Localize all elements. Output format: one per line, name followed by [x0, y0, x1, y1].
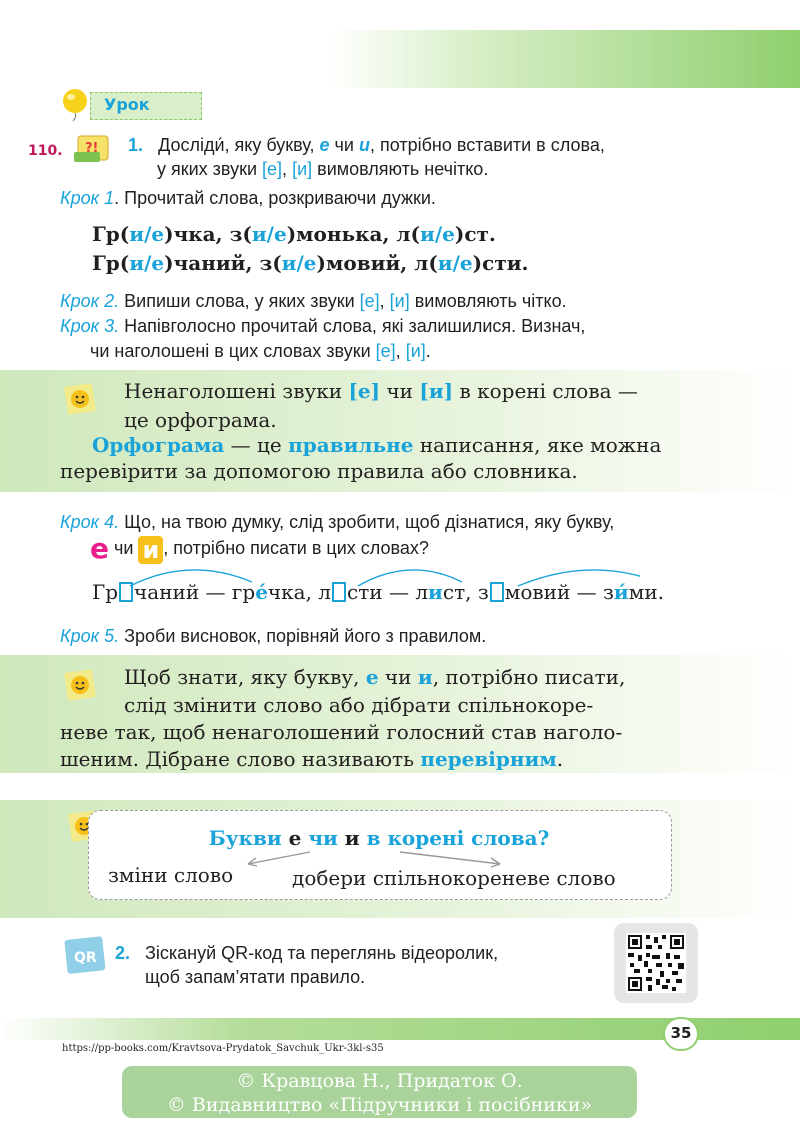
exercise2-line2: щоб запам’ятати правило. — [145, 967, 366, 987]
step1-label: Крок 1 — [60, 188, 115, 208]
sound-e: [е] — [262, 159, 283, 179]
smiley-note-icon — [62, 381, 98, 417]
word-row-2: Гр(и/е)чаний, з(и/е)мовий, л(и/е)сти. — [92, 251, 529, 275]
exercise1-line2: у яких звуки [е], [и] вимовляють нечітко. — [157, 159, 489, 179]
lesson-label: Урок — [104, 95, 150, 114]
scheme-left: зміни слово — [108, 863, 234, 887]
blank-box[interactable] — [332, 582, 346, 602]
rule2-line1: Щоб знати, яку букву, е чи и, потрібно писати, — [124, 665, 626, 689]
qr-label-icon — [64, 934, 108, 978]
step5: Крок 5. Зроби висновок, порівняй його з правилом. — [60, 626, 487, 646]
word-pairs: Гр чаний — гре́чка, л сти — лист, з мовий — зи́ми. — [92, 580, 665, 604]
sound-y: [и] — [292, 159, 313, 179]
header-band — [330, 30, 800, 88]
research-question-icon — [70, 130, 114, 166]
rule2-line2: слід змінити слово або дібрати спільнокоре- — [124, 693, 594, 717]
footer-url[interactable]: https://pp-books.com/Kravtsova-Prydatok_Savchuk_Ukr-3kl-s35 — [62, 1043, 384, 1054]
rule1-line4: перевірити за допомогою правила або словника. — [60, 459, 578, 483]
svg-text:?!: ?! — [85, 141, 99, 156]
step2: Крок 2. Випиши слова, у яких звуки [е], [и] вимовляють чітко. — [60, 291, 567, 311]
letter-y: и — [358, 135, 370, 155]
qr-code[interactable] — [626, 932, 686, 994]
step4-line1: Крок 4. Що, на твою думку, слід зробити, щоб дізнатися, яку букву, — [60, 512, 615, 532]
step4-line2: е чи и , потрібно писати в цих словах? — [90, 532, 429, 565]
rule1-line3: Орфограма — це правильне написання, яке можна — [92, 433, 662, 457]
smiley-note-icon — [62, 667, 98, 703]
blank-box[interactable] — [490, 582, 504, 602]
scheme-question: Букви е чи и в корені слова? — [208, 826, 550, 850]
step1: Крок 1. Прочитай слова, розкриваючи дужки. — [60, 188, 436, 208]
rule1-line2: це орфограма. — [124, 408, 277, 432]
letter-e-badge: е — [90, 532, 109, 565]
exercise1-line1: 1. Досліди́, яку букву, е чи и, потрібно вставити в слова, — [128, 135, 605, 155]
scheme-right: добери спільнокореневе слово — [292, 866, 616, 890]
step3-line1: Крок 3. Напівголосно прочитай слова, які залишилися. Визнач, — [60, 316, 586, 336]
letter-y-badge: и — [138, 536, 163, 564]
svg-text:QR: QR — [74, 950, 97, 966]
blank-box[interactable] — [119, 582, 133, 602]
copyright-line-2: © Видавництво «Підручники і посібники» — [166, 1094, 593, 1116]
copyright-line-1: © Кравцова Н., Придаток О. — [236, 1070, 523, 1092]
step3-line2: чи наголошені в цих словах звуки [е], [и]. — [90, 341, 431, 361]
task-number: 110. — [28, 143, 63, 159]
rule2-line3: неве так, щоб ненаголошений голосний став наголо- — [60, 720, 623, 744]
word-row-1: Гр(и/е)чка, з(и/е)монька, л(и/е)ст. — [92, 222, 496, 246]
exercise2-line1: 2. Зіскануй QR-код та переглянь відеоролик, — [115, 943, 499, 963]
exercise1-number: 1. — [128, 135, 144, 155]
letter-e: е — [319, 135, 330, 155]
rule2-line4: шеним. Дібране слово називають перевірним. — [60, 747, 564, 771]
page-number: 35 — [670, 1024, 692, 1042]
rule1-line1: Ненаголошені звуки [е] чи [и] в корені слова — — [124, 379, 638, 403]
